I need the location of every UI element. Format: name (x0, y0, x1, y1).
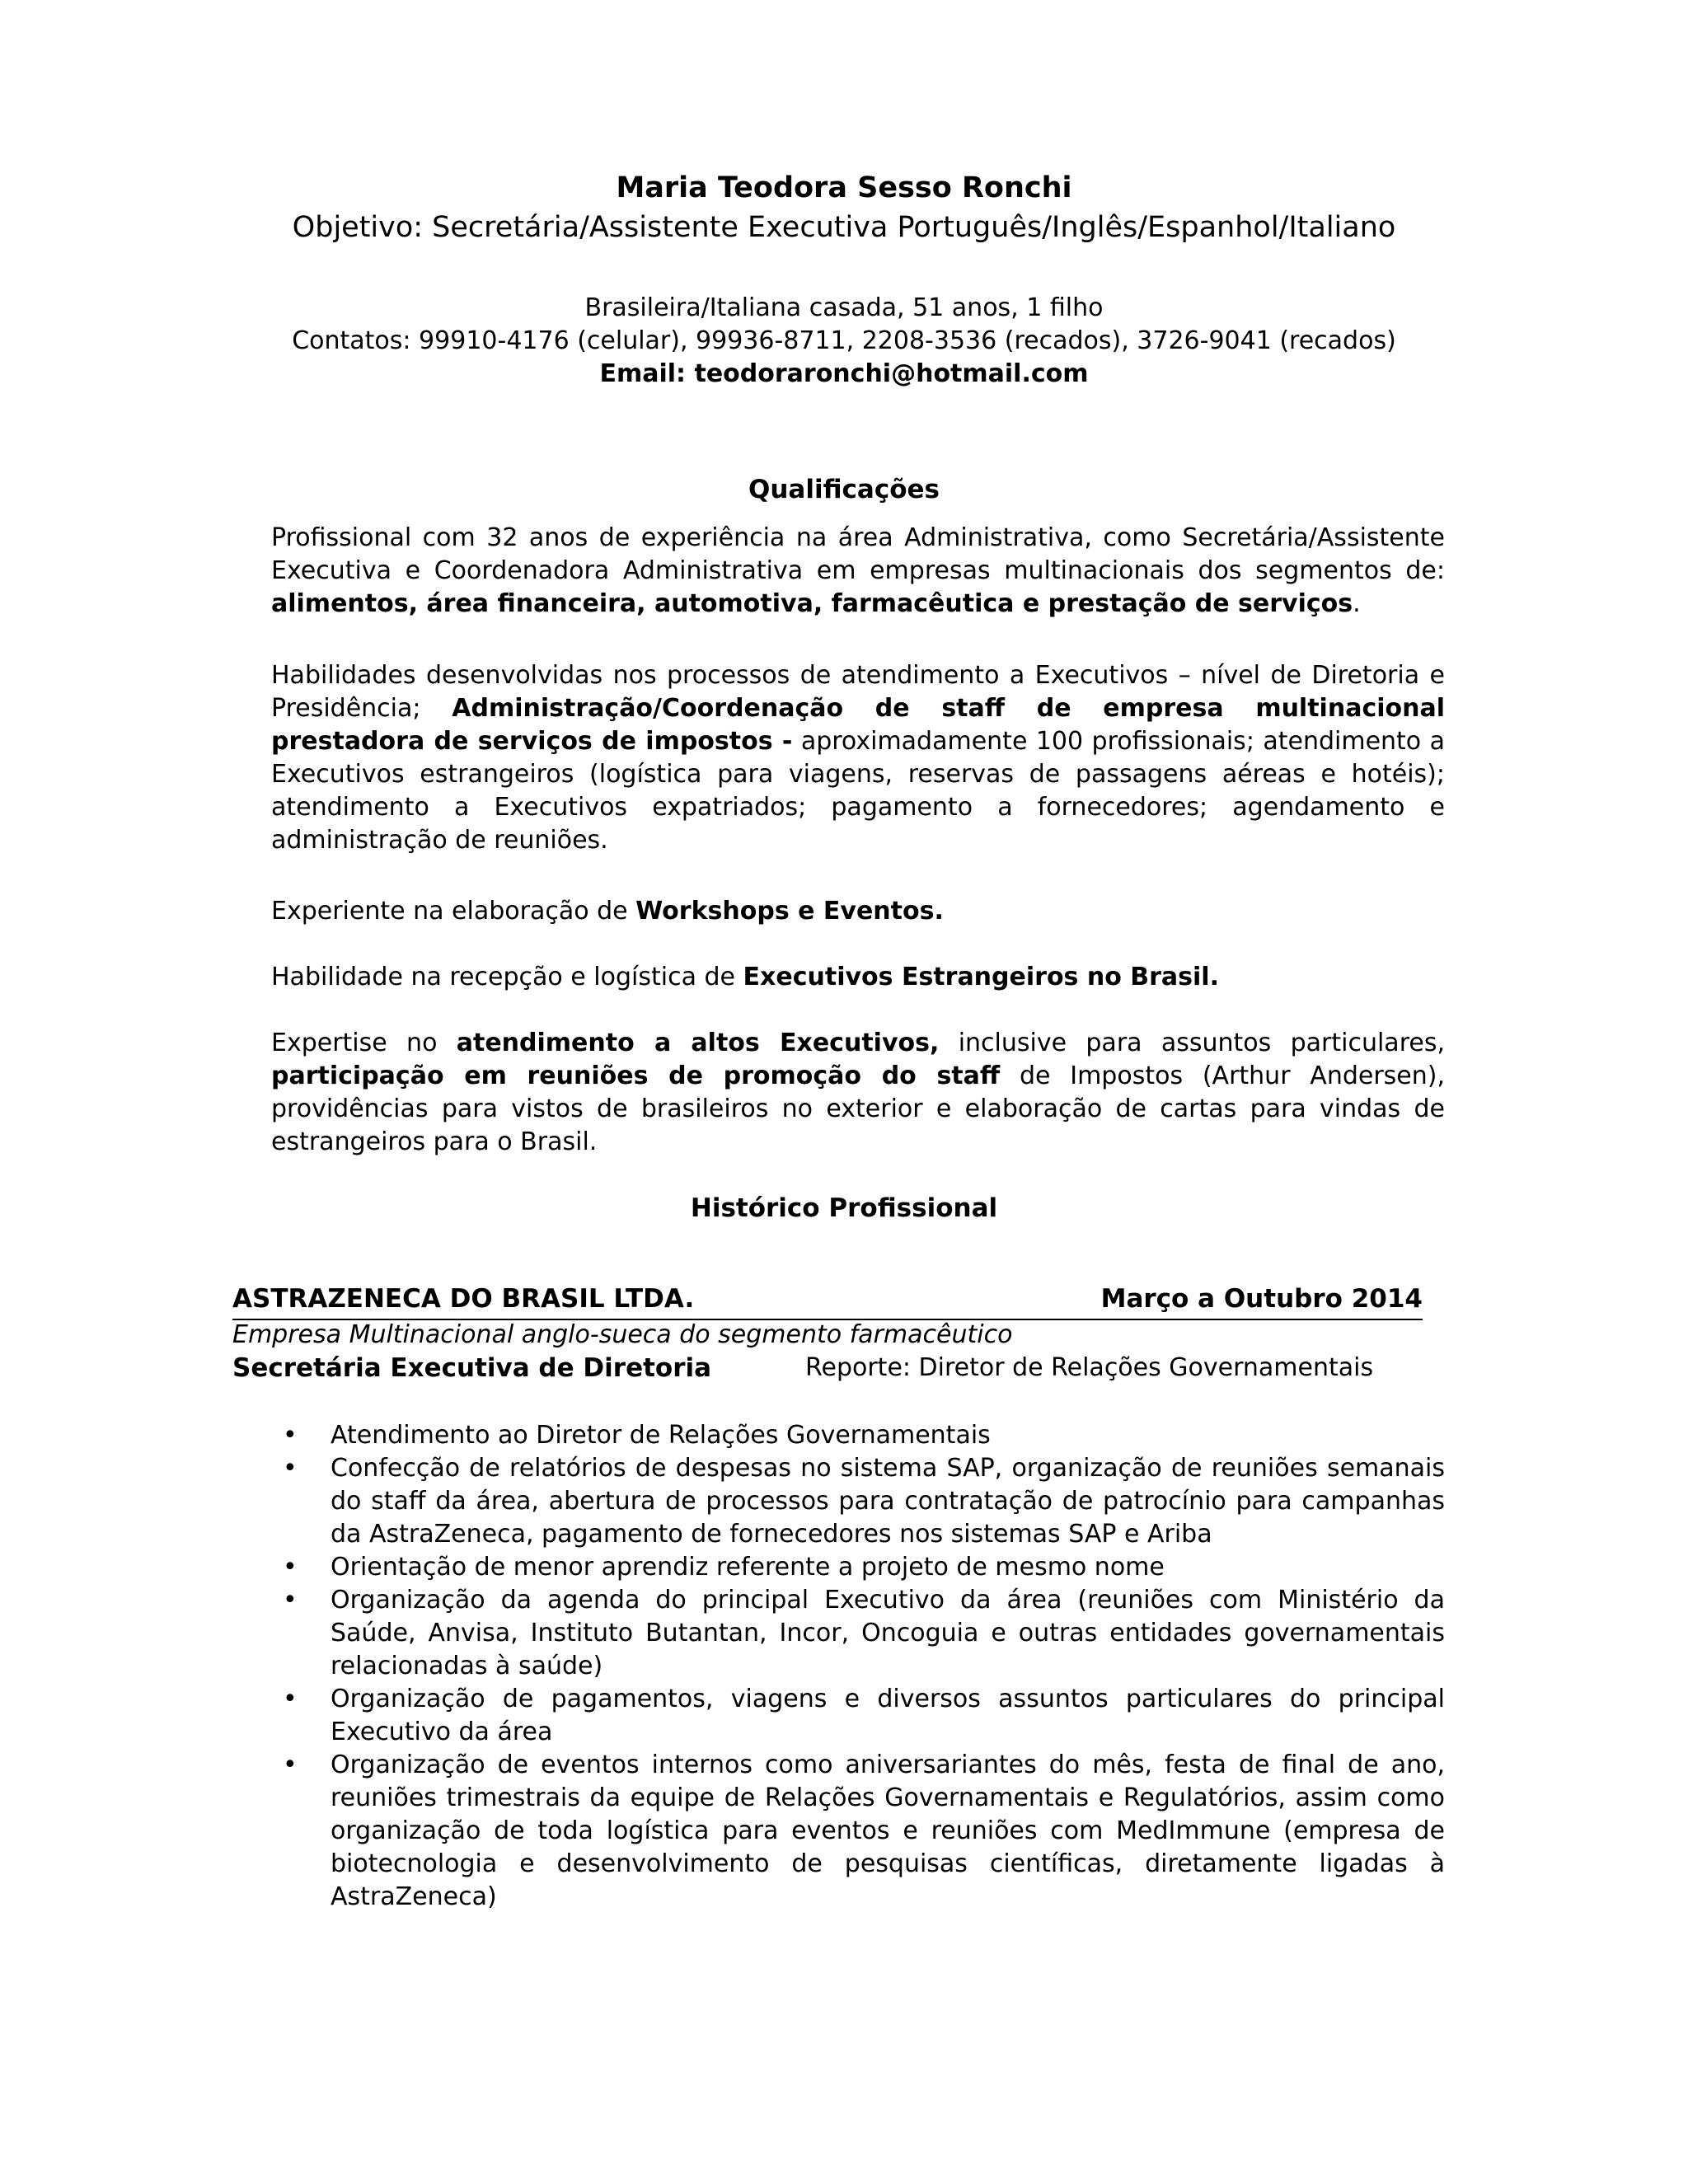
responsibility-text: Organização de pagamentos, viagens e diversos assuntos particulares do principal Executivo da área (331, 1685, 1445, 1746)
responsibility-text: Orientação de menor aprendiz referente a projeto de mesmo nome (331, 1553, 1165, 1582)
employment-period: Março a Outubro 2014 (1100, 1284, 1423, 1314)
responsibility-item (271, 1551, 1445, 1584)
history-heading: Histórico Profissional (690, 1193, 998, 1223)
bullet-icon: • (283, 1685, 298, 1713)
bullet-icon: • (283, 1553, 298, 1582)
p4-text: Habilidade na recepção e logística de (271, 963, 743, 991)
responsibility-item (271, 1584, 1445, 1683)
p3-bold: Workshops e Eventos. (635, 897, 944, 926)
p2-end: aproximadamente 100 profissionais; atendimento a Executivos estrangeiros (logística para viagens, reservas de passagens aéreas e hotéis); atendimento a Executivos expatriados; pagamento a fornecedores; agendamento e administração de reuniões. (271, 727, 1445, 855)
candidate-name: Maria Teodora Sesso Ronchi (616, 171, 1072, 204)
qualifications-heading: Qualificações (748, 475, 940, 504)
email-line[interactable]: Email: teodoraronchi@hotmail.com (599, 359, 1089, 388)
company-name: ASTRAZENECA DO BRASIL LTDA. (232, 1284, 695, 1314)
p1-bold: alimentos, área financeira, automotiva, farmacêutica e prestação de serviços (271, 589, 1353, 618)
responsibilities-list (271, 1419, 1445, 1914)
p5-text: Expertise no (271, 1029, 457, 1057)
p5-mid: inclusive para assuntos particulares, (939, 1029, 1445, 1057)
bullet-icon: • (283, 1750, 298, 1779)
qualifications-paragraph-1 (271, 522, 1445, 621)
bullet-icon: • (283, 1454, 298, 1483)
responsibility-item (271, 1452, 1445, 1551)
bullet-icon: • (283, 1421, 298, 1450)
p3-text: Experiente na elaboração de (271, 897, 636, 926)
responsibility-text: Atendimento ao Diretor de Relações Governamentais (331, 1421, 991, 1450)
p4-bold: Executivos Estrangeiros no Brasil. (743, 963, 1219, 991)
responsibility-text: Confecção de relatórios de despesas no sistema SAP, organização de reuniões semanais do staff da área, abertura de processos para contratação de patrocínio para campanhas da AstraZeneca, pagamento de fornecedores nos sistemas SAP e Ariba (331, 1454, 1445, 1549)
responsibility-text: Organização de eventos internos como aniversariantes do mês, festa de final de ano, reuniões trimestrais da equipe de Relações Governamentais e Regulatórios, assim como organização de toda logística para eventos e reuniões com MedImmune (empresa de biotecnologia e desenvolvimento de pesquisas científicas, diretamente ligadas à AstraZeneca) (331, 1750, 1445, 1911)
qualifications-paragraph-3 (271, 895, 1445, 928)
reports-to: Reporte: Diretor de Relações Governamentais (805, 1353, 1374, 1382)
responsibility-item (271, 1683, 1445, 1749)
objective-line: Objetivo: Secretária/Assistente Executiva Português/Inglês/Espanhol/Italiano (292, 211, 1396, 244)
p1-end: . (1353, 589, 1361, 618)
responsibility-item (271, 1419, 1445, 1452)
company-description: Empresa Multinacional anglo-sueca do segmento farmacêutico (232, 1320, 1013, 1349)
p2-text: Habilidades desenvolvidas nos processos de atendimento a Executivos – nível de Diretoria e Presidência; (271, 661, 1445, 723)
p5-end: de Impostos (Arthur Andersen), providências para vistos de brasileiros no exterior e elaboração de cartas para vindas de estrangeiros para o Brasil. (271, 1062, 1446, 1156)
p2-bold: Administração/Coordenação de staff de empresa multinacional prestadora de serviços de impostos - (271, 694, 1446, 756)
p1-text: Profissional com 32 anos de experiência na área Administrativa, como Secretária/Assistente Executiva e Coordenadora Administrativa em empresas multinacionais dos segmentos de: (271, 523, 1445, 585)
qualifications-paragraph-5 (271, 1027, 1445, 1159)
p5-bold-2: participação em reuniões de promoção do staff (271, 1062, 1001, 1090)
contact-numbers: Contatos: 99910-4176 (celular), 99936-8711, 2208-3536 (recados), 3726-9041 (recados) (292, 326, 1396, 355)
personal-info: Brasileira/Italiana casada, 51 anos, 1 filho (584, 293, 1104, 322)
qualifications-paragraph-4 (271, 961, 1445, 994)
bullet-icon: • (283, 1586, 298, 1615)
responsibility-text: Organização da agenda do principal Executivo da área (reuniões com Ministério da Saúde, Anvisa, Instituto Butantan, Incor, Oncoguia e outras entidades governamentais relacionadas à saúde) (331, 1586, 1445, 1680)
responsibility-item (271, 1749, 1445, 1914)
p5-bold-1: atendimento a altos Executivos, (456, 1029, 940, 1057)
qualifications-paragraph-2 (271, 659, 1445, 857)
job-title: Secretária Executiva de Diretoria (232, 1353, 712, 1383)
company-header (232, 1282, 1423, 1320)
